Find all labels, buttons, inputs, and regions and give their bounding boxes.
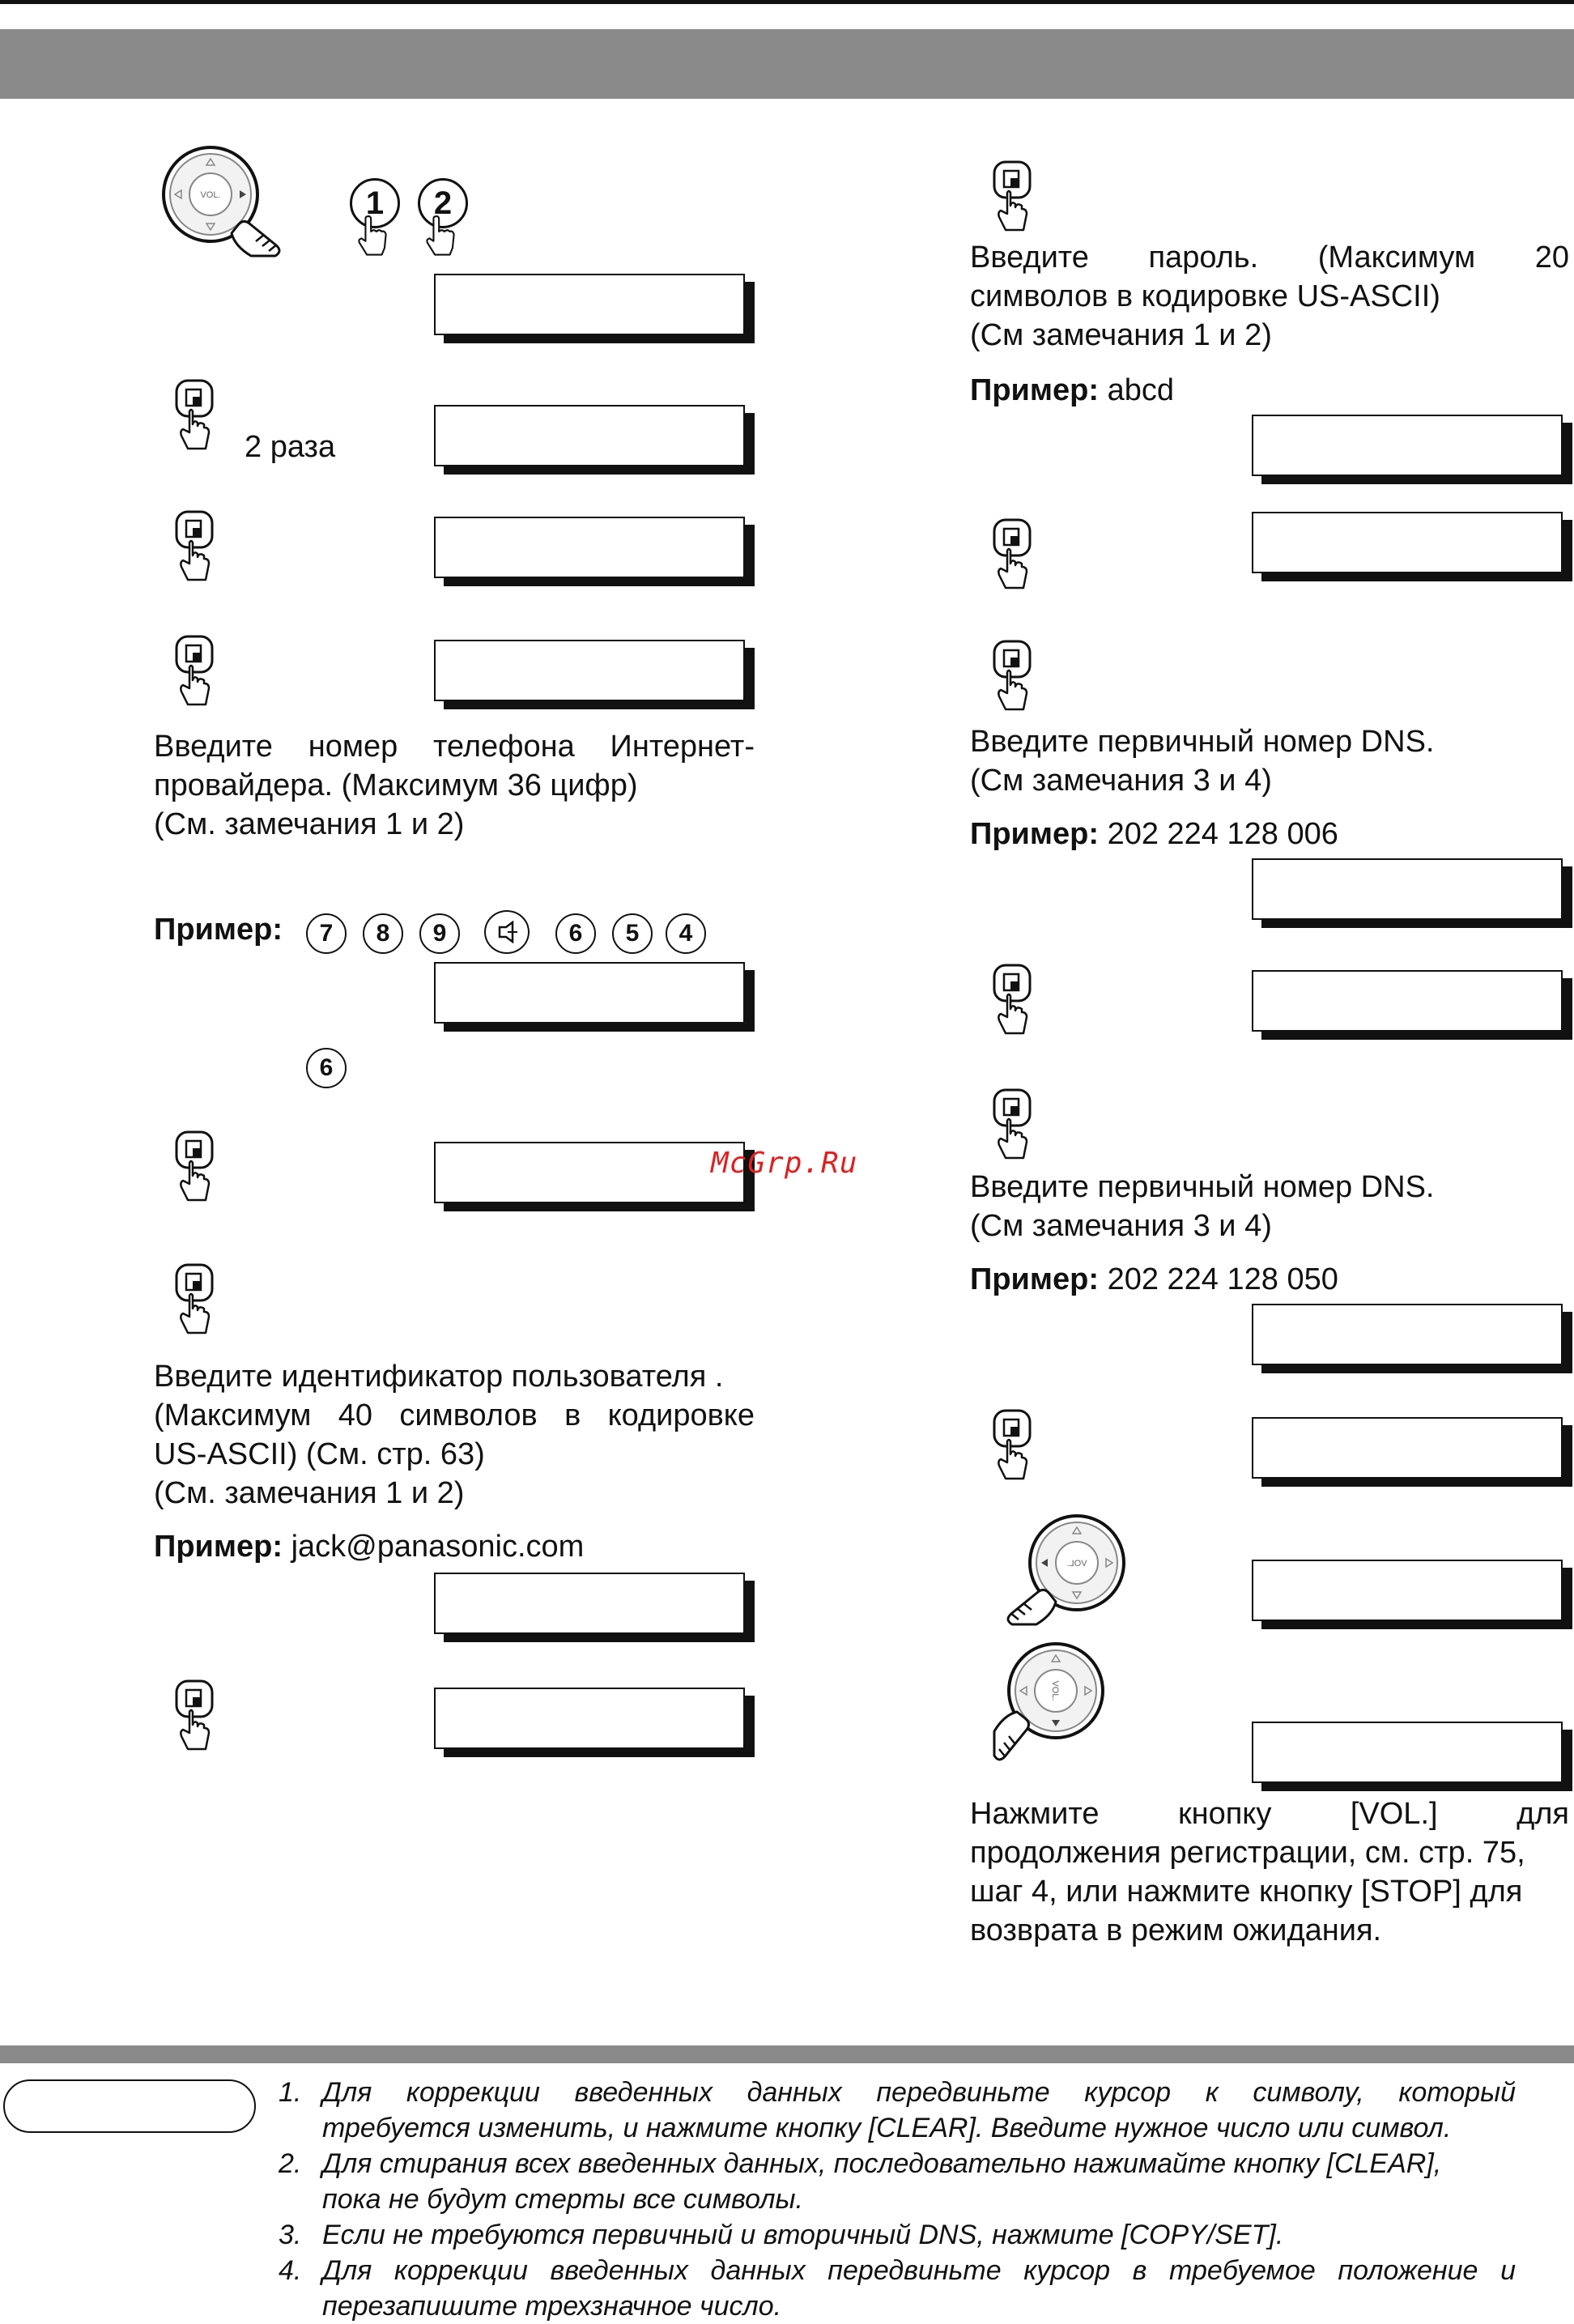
lcd-display bbox=[434, 1142, 745, 1203]
user-id-prompt: Введите идентификатор пользователя . (Максимум 40 символов в кодировке US-ASCII) (См. стр. 63) (См. замечания 1 и 2) bbox=[154, 1360, 755, 1510]
lcd-display bbox=[434, 517, 745, 578]
lcd-display bbox=[434, 405, 745, 466]
notes-divider-bar bbox=[0, 2045, 1574, 2063]
copy-set-key-icon[interactable] bbox=[170, 1679, 219, 1752]
vol-dial-down-icon[interactable] bbox=[993, 1634, 1106, 1796]
password-prompt: Введите пароль. (Максимум 20 символов в кодировке US-ASCII) (См замечания 1 и 2) bbox=[970, 240, 1569, 352]
key-2[interactable]: 2 bbox=[418, 178, 468, 228]
note-4: 4. Для коррекции введенных данных передвиньте курсор в требуемое положение и перезапишите трехзначное число. bbox=[279, 2255, 1516, 2322]
key-1[interactable]: 1 bbox=[350, 178, 400, 228]
user-id-example: Пример: jack@panasonic.com bbox=[154, 1530, 585, 1564]
lcd-display bbox=[1252, 1560, 1563, 1621]
lcd-display bbox=[434, 962, 745, 1024]
lcd-display bbox=[1252, 1417, 1563, 1479]
top-rule bbox=[0, 0, 1574, 4]
copy-set-key-icon[interactable] bbox=[988, 518, 1036, 591]
copy-set-key-icon[interactable] bbox=[170, 379, 219, 452]
copy-set-key-icon[interactable] bbox=[988, 640, 1036, 713]
key-8[interactable]: 8 bbox=[363, 913, 403, 954]
copy-set-key-icon[interactable] bbox=[988, 1088, 1036, 1161]
pointing-hand-icon bbox=[423, 214, 457, 258]
lcd-display bbox=[434, 1688, 745, 1749]
pointing-hand-icon bbox=[355, 214, 389, 258]
lcd-display bbox=[434, 1573, 745, 1634]
copy-set-key-icon[interactable] bbox=[170, 510, 219, 583]
lcd-display bbox=[1252, 970, 1563, 1032]
copy-set-key-icon[interactable] bbox=[988, 964, 1036, 1036]
copy-set-key-icon[interactable] bbox=[988, 160, 1036, 233]
key-6[interactable]: 6 bbox=[306, 1048, 347, 1088]
lcd-display bbox=[1252, 1722, 1563, 1783]
key-6[interactable]: 6 bbox=[555, 913, 596, 954]
key-7[interactable]: 7 bbox=[306, 913, 347, 954]
final-instruction: Нажмите кнопку [VOL.] для продолжения регистрации, см. стр. 75, шаг 4, или нажмите кнопку [STOP] для возврата в режим ожидания. bbox=[970, 1797, 1569, 1947]
lcd-display bbox=[434, 640, 745, 701]
lcd-display bbox=[1252, 1304, 1563, 1365]
lcd-display bbox=[434, 274, 745, 335]
lcd-display bbox=[1252, 415, 1563, 476]
watermark: McGrp.Ru bbox=[711, 1147, 858, 1180]
copy-set-key-icon[interactable] bbox=[170, 1130, 219, 1203]
copy-set-key-icon[interactable] bbox=[988, 1409, 1036, 1482]
key-9[interactable]: 9 bbox=[419, 913, 460, 954]
dns1-prompt: Введите первичный номер DNS. (См замечания 3 и 4) bbox=[970, 725, 1435, 798]
password-example: Пример: abcd bbox=[970, 373, 1174, 407]
press-times-text: 2 раза bbox=[245, 430, 336, 464]
phone-prompt: Введите номер телефона Интернет- провайдера. (Максимум 36 цифр) (См. замечания 1 и 2) bbox=[154, 730, 755, 841]
dns2-prompt: Введите первичный номер DNS. (См замечания 3 и 4) bbox=[970, 1170, 1435, 1243]
note-3: 3. Если не требуются первичный и вторичный DNS, нажмите [COPY/SET]. bbox=[279, 2220, 1284, 2250]
note-2: 2. Для стирания всех введенных данных, последовательно нажимайте кнопку [CLEAR], пока не будут стерты все символы. bbox=[279, 2148, 1442, 2215]
key-5[interactable]: 5 bbox=[612, 913, 653, 954]
lcd-display bbox=[1252, 858, 1563, 920]
key-4[interactable]: 4 bbox=[666, 913, 706, 954]
lcd-display bbox=[1252, 512, 1563, 573]
vol-dial-icon[interactable] bbox=[154, 144, 316, 258]
vol-dial-left-icon[interactable] bbox=[972, 1513, 1134, 1626]
header-bar bbox=[0, 29, 1574, 99]
dns1-example: Пример: 202 224 128 006 bbox=[970, 817, 1338, 851]
note-1: 1. Для коррекции введенных данных передвиньте курсор к символу, который требуется изменить, и нажмите кнопку [CLEAR]. Введите нужное число или символ. bbox=[279, 2077, 1516, 2143]
notes-badge bbox=[3, 2079, 256, 2133]
pause-key-icon[interactable] bbox=[484, 910, 530, 954]
copy-set-key-icon[interactable] bbox=[170, 635, 219, 708]
example-label: Пример: bbox=[154, 913, 283, 947]
copy-set-key-icon[interactable] bbox=[170, 1263, 219, 1336]
dns2-example: Пример: 202 224 128 050 bbox=[970, 1262, 1338, 1296]
